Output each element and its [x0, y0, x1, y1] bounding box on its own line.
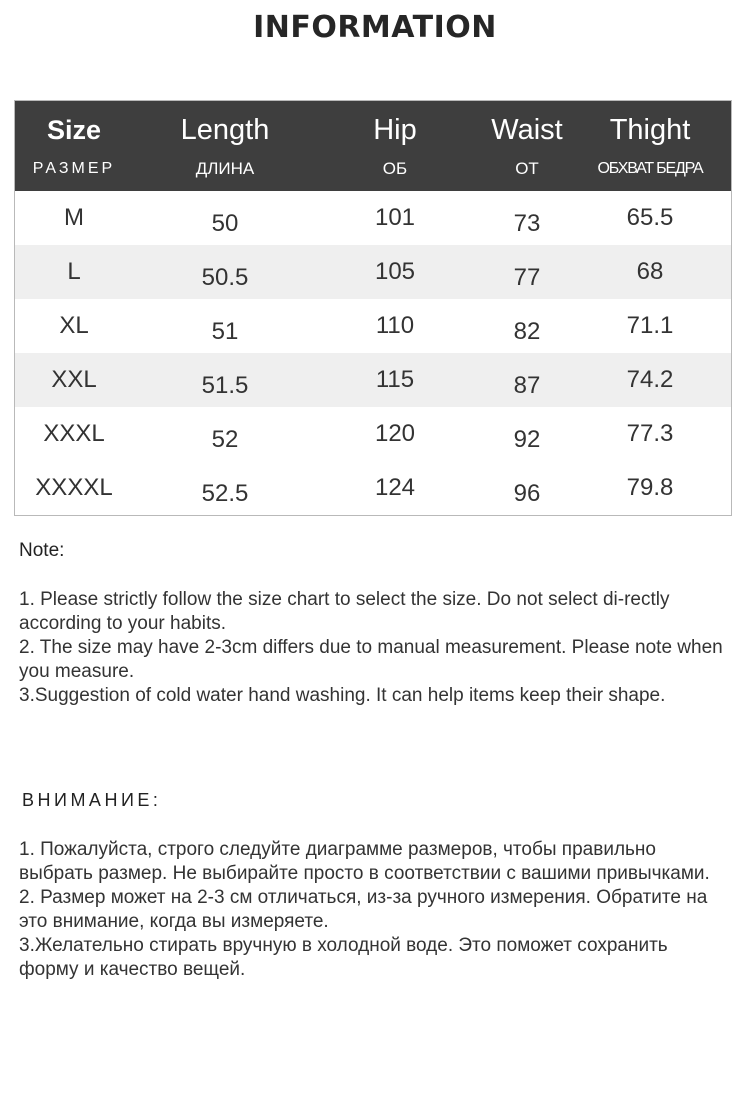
cell-length: 51 — [211, 318, 239, 345]
table-row — [15, 407, 731, 461]
header-hip — [330, 101, 460, 191]
header-hip-ru: ОБ — [382, 159, 408, 178]
cell-thight: 65.5 — [626, 204, 674, 231]
cell-thight: 71.1 — [626, 312, 674, 339]
cell-waist: 96 — [513, 480, 541, 507]
header-size-ru: РАЗМЕР — [32, 160, 116, 177]
notice-ru-body — [19, 838, 731, 982]
note-heading: Note: — [19, 540, 65, 561]
header-thight-ru: ОБХВАТ БЕДРА — [597, 160, 703, 177]
note-line: 3.Suggestion of cold water hand washing. It can help items keep their shape. — [19, 685, 666, 706]
header-length-en: Length — [180, 114, 270, 146]
cell-size: XXXL — [43, 420, 105, 447]
cell-waist: 73 — [513, 210, 541, 237]
cell-length: 51.5 — [201, 372, 249, 399]
cell-thight: 79.8 — [626, 474, 674, 501]
cell-waist: 87 — [513, 372, 541, 399]
notice-ru-heading: ВНИМАНИЕ: — [22, 790, 162, 810]
table-header — [15, 101, 731, 191]
notice-ru-line: 2. Размер может на 2-3 см отличаться, из-за ручного измерения. Обратите на это внимание, когда вы измеряете. — [19, 887, 708, 932]
table-row — [15, 245, 731, 299]
cell-size: XXXXL — [35, 474, 113, 501]
cell-hip: 115 — [375, 366, 415, 393]
note-line: 2. The size may have 2-3cm differs due to manual measurement. Please note when you measure. — [19, 637, 723, 682]
cell-length: 52.5 — [201, 480, 249, 507]
cell-waist: 77 — [513, 264, 541, 291]
table-row — [15, 299, 731, 353]
cell-size: L — [67, 258, 81, 285]
cell-size: M — [64, 204, 84, 231]
cell-hip: 124 — [374, 474, 416, 501]
cell-hip: 110 — [375, 312, 415, 339]
header-waist-ru: ОТ — [515, 159, 539, 178]
header-thight-en: Thight — [609, 114, 691, 146]
note-body — [19, 588, 731, 708]
header-waist-en: Waist — [491, 114, 563, 146]
table-row — [15, 461, 731, 515]
cell-length: 50 — [211, 210, 239, 237]
cell-thight: 74.2 — [626, 366, 674, 393]
cell-length: 52 — [211, 426, 239, 453]
cell-hip: 101 — [374, 204, 416, 231]
header-waist — [462, 101, 592, 191]
notice-ru-line: 1. Пожалуйста, строго следуйте диаграмме размеров, чтобы правильно выбрать размер. Не выбирайте просто в соответствии с вашими привычками. — [19, 839, 710, 884]
header-length-ru: ДЛИНА — [195, 159, 255, 178]
notice-ru-line: 3.Желательно стирать вручную в холодной воде. Это поможет сохранить форму и качество вещей. — [19, 935, 668, 980]
table-row — [15, 353, 731, 407]
cell-hip: 120 — [374, 420, 416, 447]
cell-thight: 77.3 — [626, 420, 674, 447]
size-chart-table — [14, 100, 732, 516]
cell-waist: 82 — [513, 318, 541, 345]
cell-size: XXL — [51, 366, 97, 393]
cell-hip: 105 — [374, 258, 416, 285]
header-size-en: Size — [46, 115, 102, 145]
page-title: INFORMATION — [253, 10, 497, 45]
header-size — [15, 101, 133, 191]
header-thight — [585, 101, 715, 191]
header-hip-en: Hip — [373, 114, 417, 146]
cell-length: 50.5 — [201, 264, 249, 291]
table-row — [15, 191, 731, 245]
cell-size: XL — [59, 312, 89, 339]
note-line: 1. Please strictly follow the size chart to select the size. Do not select di-rectly according to your habits. — [19, 589, 670, 634]
cell-thight: 68 — [636, 258, 664, 285]
header-length — [160, 101, 290, 191]
cell-waist: 92 — [513, 426, 541, 453]
